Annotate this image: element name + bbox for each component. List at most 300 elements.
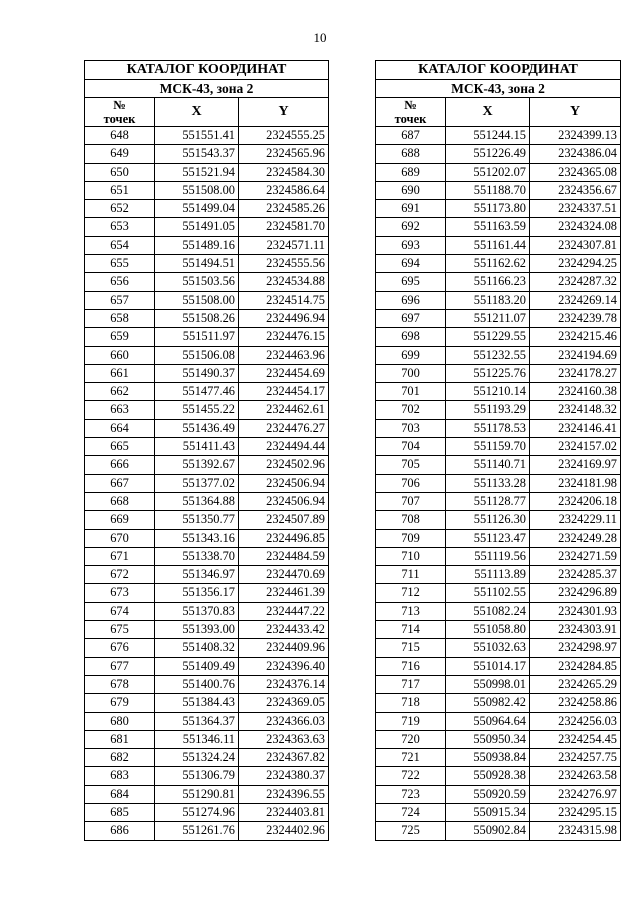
point-number-cell: 686 <box>85 822 155 840</box>
table-row <box>376 730 621 748</box>
y-coordinate-cell: 2324356.67 <box>530 181 621 199</box>
table-subtitle: МСК-43, зона 2 <box>376 80 621 98</box>
point-number-cell: 665 <box>85 438 155 456</box>
y-coordinate-cell: 2324367.82 <box>239 749 329 767</box>
table-row <box>85 694 329 712</box>
table-row <box>85 675 329 693</box>
x-coordinate-cell: 551014.17 <box>446 657 530 675</box>
point-number-cell: 725 <box>376 822 446 840</box>
point-number-cell: 715 <box>376 639 446 657</box>
header-points-word: точек <box>394 112 427 126</box>
y-coordinate-cell: 2324584.30 <box>239 163 329 181</box>
x-coordinate-cell: 551128.77 <box>446 492 530 510</box>
y-coordinate-cell: 2324586.64 <box>239 181 329 199</box>
x-coordinate-cell: 551274.96 <box>155 803 239 821</box>
x-coordinate-cell: 551508.00 <box>155 181 239 199</box>
y-coordinate-cell: 2324506.94 <box>239 492 329 510</box>
point-number-cell: 713 <box>376 602 446 620</box>
point-number-cell: 666 <box>85 456 155 474</box>
coordinates-table-right <box>375 60 621 841</box>
x-coordinate-cell: 551346.11 <box>155 730 239 748</box>
point-number-cell: 705 <box>376 456 446 474</box>
x-coordinate-cell: 551408.32 <box>155 639 239 657</box>
y-coordinate-cell: 2324376.14 <box>239 675 329 693</box>
table-row <box>376 255 621 273</box>
y-coordinate-cell: 2324555.56 <box>239 255 329 273</box>
table-row <box>85 602 329 620</box>
x-coordinate-cell: 551350.77 <box>155 511 239 529</box>
table-row <box>376 547 621 565</box>
table-row <box>85 785 329 803</box>
x-coordinate-cell: 551166.23 <box>446 273 530 291</box>
column-header-y: Y <box>239 98 329 127</box>
y-coordinate-cell: 2324507.89 <box>239 511 329 529</box>
point-number-cell: 683 <box>85 767 155 785</box>
y-coordinate-cell: 2324514.75 <box>239 291 329 309</box>
point-number-cell: 649 <box>85 145 155 163</box>
y-coordinate-cell: 2324476.27 <box>239 419 329 437</box>
x-coordinate-cell: 551343.16 <box>155 529 239 547</box>
point-number-cell: 712 <box>376 584 446 602</box>
x-coordinate-cell: 551126.30 <box>446 511 530 529</box>
table-row <box>376 438 621 456</box>
point-number-cell: 656 <box>85 273 155 291</box>
x-coordinate-cell: 551133.28 <box>446 474 530 492</box>
point-number-cell: 688 <box>376 145 446 163</box>
x-coordinate-cell: 551290.81 <box>155 785 239 803</box>
table-row <box>376 163 621 181</box>
point-number-cell: 677 <box>85 657 155 675</box>
x-coordinate-cell: 551159.70 <box>446 438 530 456</box>
y-coordinate-cell: 2324265.29 <box>530 675 621 693</box>
x-coordinate-cell: 551261.76 <box>155 822 239 840</box>
table-row <box>376 492 621 510</box>
table-row <box>85 474 329 492</box>
table-row <box>376 511 621 529</box>
point-number-cell: 704 <box>376 438 446 456</box>
header-number-sign: № <box>404 98 417 112</box>
y-coordinate-cell: 2324496.94 <box>239 309 329 327</box>
point-number-cell: 697 <box>376 309 446 327</box>
table-row <box>376 529 621 547</box>
table-row <box>85 163 329 181</box>
table-row <box>85 383 329 401</box>
x-coordinate-cell: 550998.01 <box>446 675 530 693</box>
y-coordinate-cell: 2324585.26 <box>239 200 329 218</box>
x-coordinate-cell: 551226.49 <box>446 145 530 163</box>
point-number-cell: 692 <box>376 218 446 236</box>
y-coordinate-cell: 2324256.03 <box>530 712 621 730</box>
point-number-cell: 658 <box>85 309 155 327</box>
table-row <box>85 547 329 565</box>
x-coordinate-cell: 551508.00 <box>155 291 239 309</box>
y-coordinate-cell: 2324461.39 <box>239 584 329 602</box>
table-row <box>376 328 621 346</box>
y-coordinate-cell: 2324298.97 <box>530 639 621 657</box>
point-number-cell: 706 <box>376 474 446 492</box>
point-number-cell: 657 <box>85 291 155 309</box>
x-coordinate-cell: 551364.88 <box>155 492 239 510</box>
point-number-cell: 664 <box>85 419 155 437</box>
x-coordinate-cell: 550915.34 <box>446 803 530 821</box>
y-coordinate-cell: 2324403.81 <box>239 803 329 821</box>
x-coordinate-cell: 551119.56 <box>446 547 530 565</box>
point-number-cell: 655 <box>85 255 155 273</box>
x-coordinate-cell: 551455.22 <box>155 401 239 419</box>
y-coordinate-cell: 2324215.46 <box>530 328 621 346</box>
table-row <box>376 803 621 821</box>
y-coordinate-cell: 2324157.02 <box>530 438 621 456</box>
x-coordinate-cell: 550920.59 <box>446 785 530 803</box>
y-coordinate-cell: 2324258.86 <box>530 694 621 712</box>
y-coordinate-cell: 2324295.15 <box>530 803 621 821</box>
table-row <box>376 767 621 785</box>
x-coordinate-cell: 551490.37 <box>155 364 239 382</box>
x-coordinate-cell: 551324.24 <box>155 749 239 767</box>
point-number-cell: 710 <box>376 547 446 565</box>
table-row <box>85 621 329 639</box>
table-row <box>376 236 621 254</box>
x-coordinate-cell: 551346.97 <box>155 566 239 584</box>
point-number-cell: 718 <box>376 694 446 712</box>
point-number-cell: 648 <box>85 127 155 145</box>
x-coordinate-cell: 551082.24 <box>446 602 530 620</box>
point-number-cell: 723 <box>376 785 446 803</box>
y-coordinate-cell: 2324369.05 <box>239 694 329 712</box>
point-number-cell: 707 <box>376 492 446 510</box>
y-coordinate-cell: 2324269.14 <box>530 291 621 309</box>
point-number-cell: 689 <box>376 163 446 181</box>
x-coordinate-cell: 550938.84 <box>446 749 530 767</box>
table-row <box>85 419 329 437</box>
point-number-cell: 691 <box>376 200 446 218</box>
y-coordinate-cell: 2324284.85 <box>530 657 621 675</box>
table-row <box>376 584 621 602</box>
table-row <box>85 511 329 529</box>
x-coordinate-cell: 551436.49 <box>155 419 239 437</box>
table-row <box>376 639 621 657</box>
table-row <box>376 401 621 419</box>
y-coordinate-cell: 2324470.69 <box>239 566 329 584</box>
x-coordinate-cell: 551229.55 <box>446 328 530 346</box>
table-row <box>85 200 329 218</box>
x-coordinate-cell: 551211.07 <box>446 309 530 327</box>
y-coordinate-cell: 2324447.22 <box>239 602 329 620</box>
x-coordinate-cell: 551210.14 <box>446 383 530 401</box>
x-coordinate-cell: 551202.07 <box>446 163 530 181</box>
y-coordinate-cell: 2324476.15 <box>239 328 329 346</box>
point-number-cell: 682 <box>85 749 155 767</box>
x-coordinate-cell: 551193.29 <box>446 401 530 419</box>
point-number-cell: 681 <box>85 730 155 748</box>
x-coordinate-cell: 551163.59 <box>446 218 530 236</box>
x-coordinate-cell: 551392.67 <box>155 456 239 474</box>
x-coordinate-cell: 550982.42 <box>446 694 530 712</box>
table-row <box>376 822 621 840</box>
point-number-cell: 694 <box>376 255 446 273</box>
point-number-cell: 650 <box>85 163 155 181</box>
point-number-cell: 660 <box>85 346 155 364</box>
table-row <box>376 749 621 767</box>
point-number-cell: 687 <box>376 127 446 145</box>
y-coordinate-cell: 2324534.88 <box>239 273 329 291</box>
x-coordinate-cell: 551032.63 <box>446 639 530 657</box>
y-coordinate-cell: 2324254.45 <box>530 730 621 748</box>
x-coordinate-cell: 550964.64 <box>446 712 530 730</box>
point-number-cell: 703 <box>376 419 446 437</box>
x-coordinate-cell: 551543.37 <box>155 145 239 163</box>
x-coordinate-cell: 551491.05 <box>155 218 239 236</box>
point-number-cell: 680 <box>85 712 155 730</box>
y-coordinate-cell: 2324402.96 <box>239 822 329 840</box>
y-coordinate-cell: 2324285.37 <box>530 566 621 584</box>
table-row <box>376 383 621 401</box>
table-row <box>376 364 621 382</box>
x-coordinate-cell: 551306.79 <box>155 767 239 785</box>
y-coordinate-cell: 2324571.11 <box>239 236 329 254</box>
point-number-cell: 679 <box>85 694 155 712</box>
y-coordinate-cell: 2324396.55 <box>239 785 329 803</box>
column-header-y: Y <box>530 98 621 127</box>
x-coordinate-cell: 551521.94 <box>155 163 239 181</box>
x-coordinate-cell: 551506.08 <box>155 346 239 364</box>
table-row <box>376 273 621 291</box>
table-row <box>85 438 329 456</box>
point-number-cell: 670 <box>85 529 155 547</box>
table-row <box>85 273 329 291</box>
x-coordinate-cell: 551551.41 <box>155 127 239 145</box>
y-coordinate-cell: 2324303.91 <box>530 621 621 639</box>
y-coordinate-cell: 2324249.28 <box>530 529 621 547</box>
table-row <box>376 621 621 639</box>
y-coordinate-cell: 2324484.59 <box>239 547 329 565</box>
x-coordinate-cell: 551364.37 <box>155 712 239 730</box>
header-points-word: точек <box>103 112 136 126</box>
y-coordinate-cell: 2324324.08 <box>530 218 621 236</box>
table-row <box>85 566 329 584</box>
column-header-point-number <box>376 98 446 127</box>
y-coordinate-cell: 2324301.93 <box>530 602 621 620</box>
table-row <box>85 456 329 474</box>
y-coordinate-cell: 2324409.96 <box>239 639 329 657</box>
y-coordinate-cell: 2324454.69 <box>239 364 329 382</box>
x-coordinate-cell: 551338.70 <box>155 547 239 565</box>
table-row <box>85 218 329 236</box>
table-row <box>85 328 329 346</box>
table-row <box>85 803 329 821</box>
y-coordinate-cell: 2324396.40 <box>239 657 329 675</box>
table-row <box>85 492 329 510</box>
point-number-cell: 711 <box>376 566 446 584</box>
x-coordinate-cell: 551411.43 <box>155 438 239 456</box>
x-coordinate-cell: 551370.83 <box>155 602 239 620</box>
y-coordinate-cell: 2324365.08 <box>530 163 621 181</box>
table-row <box>85 291 329 309</box>
table-row <box>376 566 621 584</box>
x-coordinate-cell: 551140.71 <box>446 456 530 474</box>
y-coordinate-cell: 2324148.32 <box>530 401 621 419</box>
point-number-cell: 667 <box>85 474 155 492</box>
header-number-sign: № <box>113 98 126 112</box>
point-number-cell: 701 <box>376 383 446 401</box>
point-number-cell: 717 <box>376 675 446 693</box>
table-row <box>376 181 621 199</box>
point-number-cell: 685 <box>85 803 155 821</box>
column-header-x: X <box>446 98 530 127</box>
point-number-cell: 714 <box>376 621 446 639</box>
point-number-cell: 676 <box>85 639 155 657</box>
point-number-cell: 700 <box>376 364 446 382</box>
table-row <box>376 346 621 364</box>
table-title: КАТАЛОГ КООРДИНАТ <box>376 61 621 80</box>
x-coordinate-cell: 551384.43 <box>155 694 239 712</box>
x-coordinate-cell: 551225.76 <box>446 364 530 382</box>
x-coordinate-cell: 551477.46 <box>155 383 239 401</box>
table-row <box>376 127 621 145</box>
point-number-cell: 671 <box>85 547 155 565</box>
point-number-cell: 651 <box>85 181 155 199</box>
table-row <box>85 712 329 730</box>
x-coordinate-cell: 551232.55 <box>446 346 530 364</box>
x-coordinate-cell: 551058.80 <box>446 621 530 639</box>
y-coordinate-cell: 2324462.61 <box>239 401 329 419</box>
x-coordinate-cell: 551400.76 <box>155 675 239 693</box>
y-coordinate-cell: 2324494.44 <box>239 438 329 456</box>
x-coordinate-cell: 551377.02 <box>155 474 239 492</box>
x-coordinate-cell: 550902.84 <box>446 822 530 840</box>
table-row <box>376 291 621 309</box>
point-number-cell: 695 <box>376 273 446 291</box>
y-coordinate-cell: 2324271.59 <box>530 547 621 565</box>
table-row <box>85 730 329 748</box>
x-coordinate-cell: 550928.38 <box>446 767 530 785</box>
table-row <box>376 675 621 693</box>
table-row <box>85 236 329 254</box>
table-row <box>376 712 621 730</box>
point-number-cell: 716 <box>376 657 446 675</box>
x-coordinate-cell: 551123.47 <box>446 529 530 547</box>
table-row <box>376 474 621 492</box>
table-row <box>376 419 621 437</box>
y-coordinate-cell: 2324399.13 <box>530 127 621 145</box>
point-number-cell: 696 <box>376 291 446 309</box>
y-coordinate-cell: 2324555.25 <box>239 127 329 145</box>
y-coordinate-cell: 2324386.04 <box>530 145 621 163</box>
table-row <box>85 529 329 547</box>
x-coordinate-cell: 551508.26 <box>155 309 239 327</box>
point-number-cell: 653 <box>85 218 155 236</box>
table-row <box>85 309 329 327</box>
x-coordinate-cell: 551409.49 <box>155 657 239 675</box>
y-coordinate-cell: 2324276.97 <box>530 785 621 803</box>
table-row <box>85 364 329 382</box>
y-coordinate-cell: 2324181.98 <box>530 474 621 492</box>
point-number-cell: 661 <box>85 364 155 382</box>
x-coordinate-cell: 550950.34 <box>446 730 530 748</box>
y-coordinate-cell: 2324294.25 <box>530 255 621 273</box>
y-coordinate-cell: 2324307.81 <box>530 236 621 254</box>
point-number-cell: 698 <box>376 328 446 346</box>
y-coordinate-cell: 2324502.96 <box>239 456 329 474</box>
x-coordinate-cell: 551113.89 <box>446 566 530 584</box>
x-coordinate-cell: 551499.04 <box>155 200 239 218</box>
x-coordinate-cell: 551244.15 <box>446 127 530 145</box>
y-coordinate-cell: 2324296.89 <box>530 584 621 602</box>
table-row <box>376 309 621 327</box>
point-number-cell: 678 <box>85 675 155 693</box>
table-row <box>376 657 621 675</box>
x-coordinate-cell: 551356.17 <box>155 584 239 602</box>
table-row <box>376 456 621 474</box>
x-coordinate-cell: 551178.53 <box>446 419 530 437</box>
x-coordinate-cell: 551188.70 <box>446 181 530 199</box>
table-row <box>376 602 621 620</box>
table-row <box>376 218 621 236</box>
table-row <box>85 639 329 657</box>
y-coordinate-cell: 2324315.98 <box>530 822 621 840</box>
y-coordinate-cell: 2324287.32 <box>530 273 621 291</box>
point-number-cell: 719 <box>376 712 446 730</box>
y-coordinate-cell: 2324239.78 <box>530 309 621 327</box>
point-number-cell: 673 <box>85 584 155 602</box>
x-coordinate-cell: 551161.44 <box>446 236 530 254</box>
table-row <box>376 200 621 218</box>
y-coordinate-cell: 2324581.70 <box>239 218 329 236</box>
x-coordinate-cell: 551511.97 <box>155 328 239 346</box>
point-number-cell: 674 <box>85 602 155 620</box>
column-header-x: X <box>155 98 239 127</box>
table-row <box>85 127 329 145</box>
y-coordinate-cell: 2324565.96 <box>239 145 329 163</box>
point-number-cell: 668 <box>85 492 155 510</box>
y-coordinate-cell: 2324178.27 <box>530 364 621 382</box>
table-row <box>85 346 329 364</box>
x-coordinate-cell: 551102.55 <box>446 584 530 602</box>
table-row <box>376 785 621 803</box>
table-row <box>85 181 329 199</box>
table-subtitle: МСК-43, зона 2 <box>85 80 329 98</box>
point-number-cell: 659 <box>85 328 155 346</box>
point-number-cell: 720 <box>376 730 446 748</box>
y-coordinate-cell: 2324257.75 <box>530 749 621 767</box>
y-coordinate-cell: 2324380.37 <box>239 767 329 785</box>
table-body <box>376 127 621 841</box>
y-coordinate-cell: 2324160.38 <box>530 383 621 401</box>
point-number-cell: 708 <box>376 511 446 529</box>
table-row <box>85 749 329 767</box>
point-number-cell: 699 <box>376 346 446 364</box>
point-number-cell: 672 <box>85 566 155 584</box>
table-title: КАТАЛОГ КООРДИНАТ <box>85 61 329 80</box>
point-number-cell: 702 <box>376 401 446 419</box>
point-number-cell: 654 <box>85 236 155 254</box>
y-coordinate-cell: 2324366.03 <box>239 712 329 730</box>
y-coordinate-cell: 2324463.96 <box>239 346 329 364</box>
table-row <box>85 657 329 675</box>
column-header-point-number <box>85 98 155 127</box>
table-row <box>85 255 329 273</box>
coordinates-table-left <box>84 60 329 841</box>
y-coordinate-cell: 2324363.63 <box>239 730 329 748</box>
point-number-cell: 693 <box>376 236 446 254</box>
y-coordinate-cell: 2324337.51 <box>530 200 621 218</box>
point-number-cell: 675 <box>85 621 155 639</box>
table-row <box>85 145 329 163</box>
table-row <box>85 584 329 602</box>
point-number-cell: 721 <box>376 749 446 767</box>
x-coordinate-cell: 551489.16 <box>155 236 239 254</box>
x-coordinate-cell: 551183.20 <box>446 291 530 309</box>
